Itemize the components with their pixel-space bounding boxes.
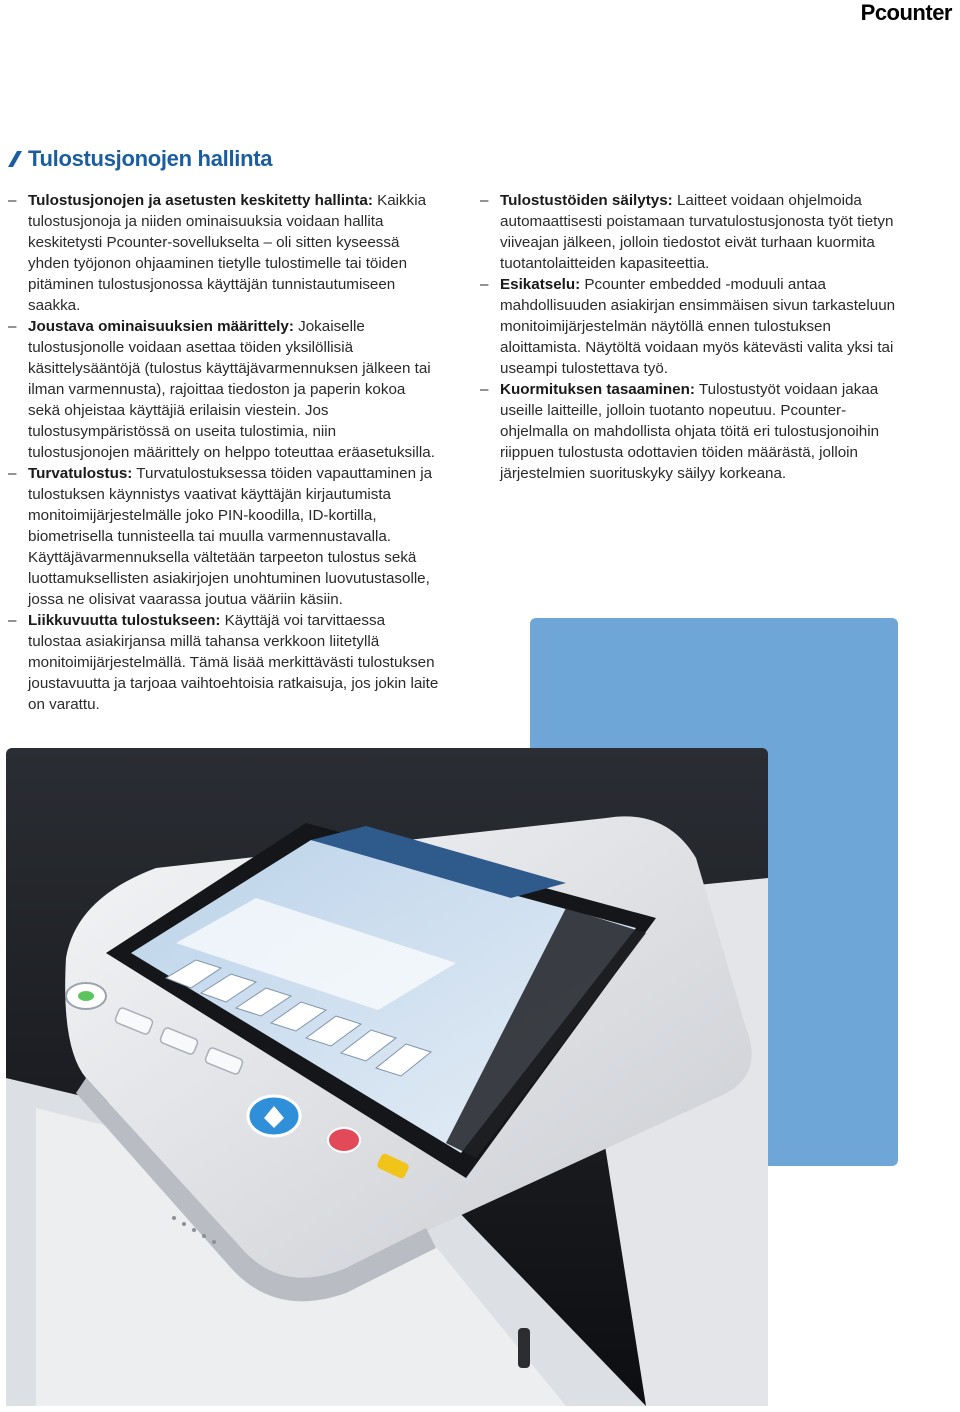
left-column	[8, 190, 440, 715]
brand-name: Pcounter	[860, 0, 952, 25]
list-item: – Tulostustöiden säilytys: Laitteet voidaan ohjelmoida automaattisesti poistamaan turvatulostusjonosta työt tietyn viiveajan jälkeen, jolloin tiedostot eivät turhaan kuormita tuotantolaitteiden kapasiteettia.	[480, 192, 894, 272]
printer-illustration	[6, 748, 768, 1406]
list-item: – Esikatselu: Pcounter embedded -moduuli antaa mahdollisuuden asiakirjan ensimmäisen sivun tarkasteluun monitoimijärjestelmän näytöllä ennen tulostuksen aloittamista. Näytöltä voidaan myös kätevästi valita yksi tai useampi tulostettava työ.	[480, 276, 896, 377]
section-title: Tulostusjonojen hallinta	[28, 146, 273, 171]
right-column	[480, 190, 900, 484]
list-item: – Tulostusjonojen ja asetusten keskitetty hallinta: Kaikkia tulostusjonoja ja niiden ominaisuuksia voidaan hallita keskitetysti Pcounter-sovellukselta – oli sitten kyseessä yhden työjonon ohjaaminen tietylle tulostimelle tai töiden pitäminen tulostusjonossa käyttäjän tunnistautumiseen saakka.	[8, 192, 427, 314]
list-item: – Joustava ominaisuuksien määrittely: Jokaiselle tulostusjonolle voidaan asettaa töiden yksilöllisiä käsittelysääntöjä (tulostus käyttäjävarmennuksen jälkeen tai ilman varmennusta), rajoittaa tiedoston ja paperin kokoa sekä ohjeistaa käyttäjiä erilaisin viestein. Jos tulostusympäristössä on useita tulostimia, niin tulostusjonojen määrittely on helppo toteuttaa eräasetuksilla.	[8, 318, 435, 461]
list-item: – Kuormituksen tasaaminen: Tulostustyöt voidaan jakaa useille laitteille, jolloin tuotanto nopeutuu. Pcounter-ohjelmalla on mahdollista ohjata töitä eri tulostusjonoihin riippuen tulostusta odottavien töiden määrästä, jolloin järjestelmien suorituskyky säilyy korkeana.	[480, 381, 880, 482]
list-item: – Turvatulostus: Turvatulostuksessa töiden vapauttaminen ja tulostuksen käynnistys vaativat käyttäjän kirjautumista monitoimijärjestelmälle joko PIN-koodilla, ID-kortilla, biometrisella tunnisteella tai muulla varmennustavalla. Käyttäjävarmennuksella vältetään tarpeeton tulostus sekä luottamuksellisten asiakirjojen unohtuminen luovutustasolle, jossa ne olisivat vaarassa joutua vääriin käsiin.	[8, 465, 433, 608]
printer-control-panel-photo	[6, 748, 768, 1406]
slash-marker-icon	[8, 149, 22, 169]
section-heading	[8, 146, 272, 172]
list-item: – Liikkuvuutta tulostukseen: Käyttäjä voi tarvittaessa tulostaa asiakirjansa millä tahansa verkkoon liitetyllä monitoimijärjestelmällä. Tämä lisää merkittävästi tulostuksen joustavuutta ja tarjoaa vaihtoehtoisia ratkaisuja, jos jokin laite on varattu.	[8, 612, 439, 713]
